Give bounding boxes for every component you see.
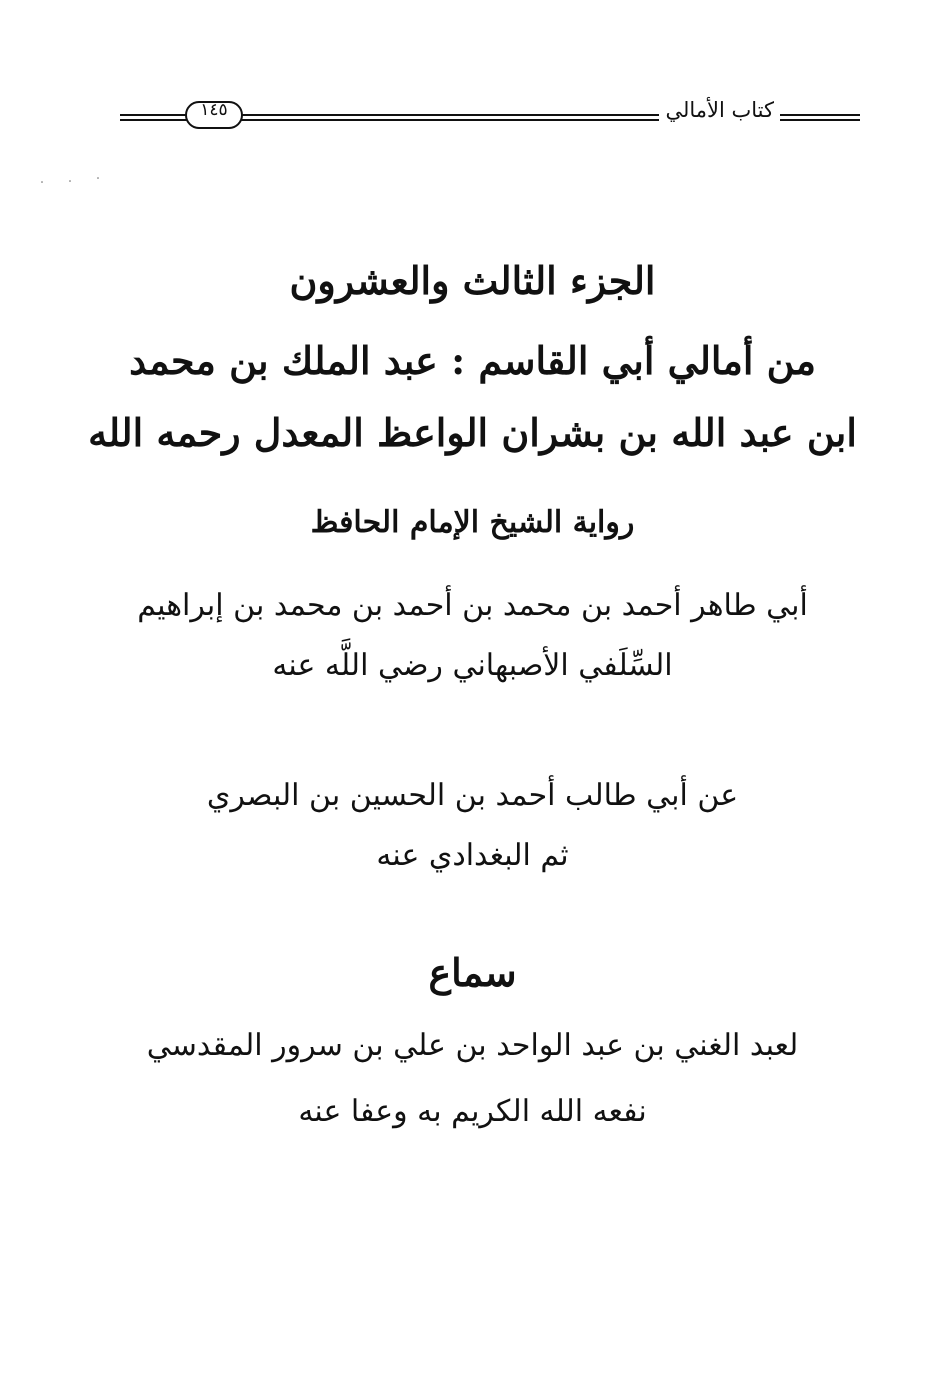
page-number: ١٤٥ [200, 100, 228, 120]
title-line-3: ابن عبد الله بن بشران الواعظ المعدل رحمه الله [88, 410, 857, 455]
source-line-2: ثم البغدادي عنه [376, 838, 569, 873]
narrator-line-1: أبي طاهر أحمد بن محمد بن أحمد بن محمد بن إبراهيم [137, 588, 808, 623]
scan-specks [40, 176, 120, 186]
title-line-2: من أمالي أبي القاسم : عبد الملك بن محمد [129, 338, 816, 383]
listener-line-1: لعبد الغني بن عبد الواحد بن علي بن سرور المقدسي [146, 1028, 799, 1063]
samaa-heading: سماع [428, 950, 517, 995]
running-header-title: كتاب الأمالي [659, 98, 780, 122]
source-line-1: عن أبي طالب أحمد بن الحسين بن البصري [206, 778, 739, 813]
narrator-line-2: السِّلَفي الأصبهاني رضي اللَّه عنه [272, 648, 673, 683]
narration-heading: رواية الشيخ الإمام الحافظ [310, 505, 635, 540]
part-title: الجزء الثالث والعشرون [289, 258, 656, 303]
listener-line-2: نفعه الله الكريم به وعفا عنه [298, 1094, 647, 1129]
page-header [120, 92, 860, 142]
